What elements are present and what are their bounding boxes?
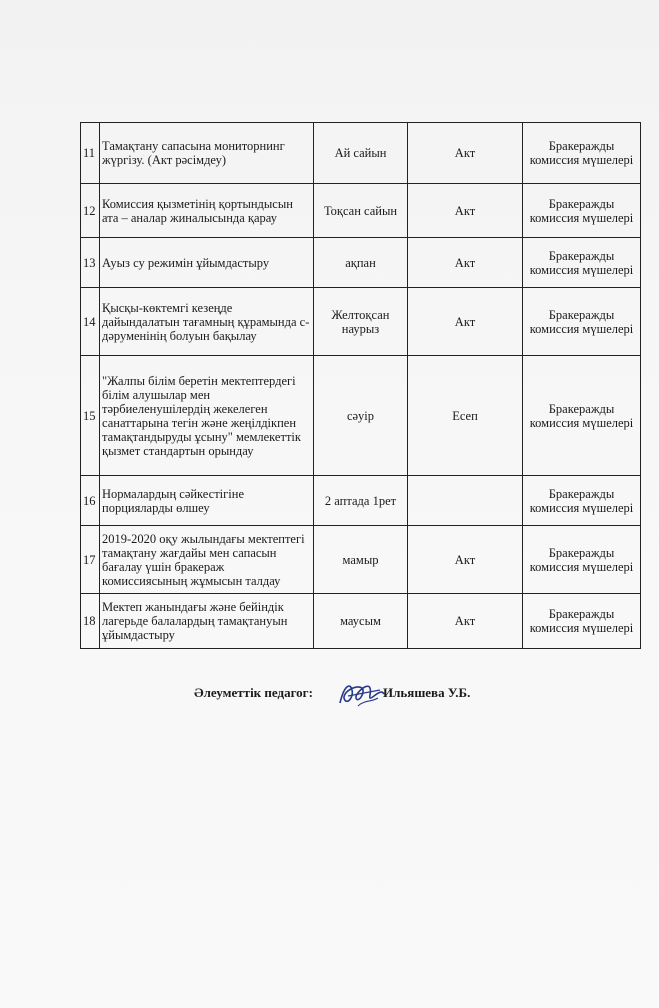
row-form xyxy=(408,476,523,526)
row-term: Ай сайын xyxy=(314,123,408,184)
row-term: сәуір xyxy=(314,356,408,476)
row-description: 2019-2020 оқу жылындағы мектептегі тамақтану жағдайы мен сапасын бағалау үшін бракераж комиссиясының жұмысын талдау xyxy=(100,526,314,594)
row-form: Акт xyxy=(408,288,523,356)
table-row xyxy=(81,356,641,476)
row-term: мамыр xyxy=(314,526,408,594)
signer-role: Әлеуметтік педагог: xyxy=(194,685,313,700)
table-row xyxy=(81,238,641,288)
row-number: 11 xyxy=(81,123,100,184)
row-responsible: Бракеражды комиссия мүшелері xyxy=(523,184,641,238)
row-responsible: Бракеражды комиссия мүшелері xyxy=(523,123,641,184)
row-form: Акт xyxy=(408,123,523,184)
row-description: Мектеп жанындағы және бейіндік лагерьде балалардың тамақтануын ұйымдастыру xyxy=(100,594,314,649)
row-form: Есеп xyxy=(408,356,523,476)
handwritten-signature-icon xyxy=(334,676,388,712)
row-description: Комиссия қызметінің қортындысын ата – аналар жиналысында қарау xyxy=(100,184,314,238)
row-number: 16 xyxy=(81,476,100,526)
signature-block xyxy=(194,676,534,712)
table-row xyxy=(81,123,641,184)
row-number: 18 xyxy=(81,594,100,649)
row-responsible: Бракеражды комиссия мүшелері xyxy=(523,238,641,288)
row-description: Тамақтану сапасына мониторнинг жүргізу. (Акт рәсімдеу) xyxy=(100,123,314,184)
signer-name: Ильяшева У.Б. xyxy=(383,685,471,700)
row-form: Акт xyxy=(408,526,523,594)
row-number: 15 xyxy=(81,356,100,476)
row-responsible: Бракеражды комиссия мүшелері xyxy=(523,594,641,649)
row-description: Қысқы-көктемгі кезеңде дайындалатын тағамның құрамында с-дәруменінің болуын бақылау xyxy=(100,288,314,356)
table-row xyxy=(81,184,641,238)
row-form: Акт xyxy=(408,184,523,238)
row-responsible: Бракеражды комиссия мүшелері xyxy=(523,476,641,526)
row-description: Ауыз су режимін ұйымдастыру xyxy=(100,238,314,288)
row-term: Желтоқсан наурыз xyxy=(314,288,408,356)
row-term: ақпан xyxy=(314,238,408,288)
row-description: "Жалпы білім беретін мектептердегі білім алушылар мен тәрбиеленушілердің жекелеген санаттарына тегін және жеңілдікпен тамақтандыруды ұсыну" мемлекеттік қызмет стандартын орындау xyxy=(100,356,314,476)
plan-table xyxy=(80,122,641,649)
row-number: 12 xyxy=(81,184,100,238)
row-term: маусым xyxy=(314,594,408,649)
row-number: 13 xyxy=(81,238,100,288)
row-description: Нормалардың сәйкестігіне порцияларды өлшеу xyxy=(100,476,314,526)
row-responsible: Бракеражды комиссия мүшелері xyxy=(523,288,641,356)
row-form: Акт xyxy=(408,238,523,288)
row-term: 2 аптада 1рет xyxy=(314,476,408,526)
row-responsible: Бракеражды комиссия мүшелері xyxy=(523,356,641,476)
row-number: 17 xyxy=(81,526,100,594)
row-term: Тоқсан сайын xyxy=(314,184,408,238)
table-row xyxy=(81,526,641,594)
table-row xyxy=(81,476,641,526)
table-row xyxy=(81,288,641,356)
row-responsible: Бракеражды комиссия мүшелері xyxy=(523,526,641,594)
row-form: Акт xyxy=(408,594,523,649)
table-row xyxy=(81,594,641,649)
row-number: 14 xyxy=(81,288,100,356)
